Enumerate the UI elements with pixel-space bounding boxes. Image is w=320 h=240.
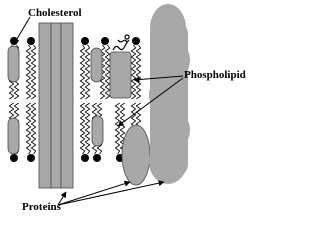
phosphate-head [101,37,109,45]
peripheral-protein [122,125,150,185]
cholesterol-oval-top-right [91,48,102,82]
phosphate-head [27,154,35,162]
fatty-acid-tail [136,45,140,99]
protein-column-1 [39,23,51,188]
fatty-acid-tail [85,45,89,99]
phosphate-head [81,154,89,162]
label-cholesterol: Cholesterol [28,7,82,19]
phosphate-head [81,37,89,45]
glycoprotein [110,35,131,98]
cholesterol-oval-bottom-left [8,118,19,154]
fatty-acid-tail [85,103,89,154]
fatty-acid-tail [26,45,30,99]
fatty-acid-tail [31,103,35,154]
fatty-acid-tail [80,45,84,99]
fatty-acid-tail [80,103,84,154]
protein-column-2 [51,23,61,188]
phosphate-head [10,154,18,162]
cholesterol-oval-top-left [8,46,19,82]
phospholipid-upper-3 [80,37,89,99]
fatty-acid-tail [131,45,135,99]
label-proteins: Proteins [22,201,61,213]
helix-squiggle-icon [113,35,129,50]
arrow-proteins-3 [58,182,164,205]
phospholipid-lower-2 [26,103,35,162]
phospholipid-upper-2 [26,37,35,99]
glycoprotein-body [110,52,131,98]
label-phospholipid: Phospholipid [184,69,246,81]
cholesterol-oval-bottom-right [92,116,103,146]
transmembrane-protein [39,23,73,188]
phosphate-head [132,37,140,45]
phosphate-head [93,154,101,162]
fatty-acid-tail [31,45,35,99]
fatty-acid-tail [115,103,119,154]
phospholipid-upper-5 [131,37,140,99]
phosphate-head [27,37,35,45]
fatty-acid-tail [105,45,109,99]
fatty-acid-tail [26,103,30,154]
protein-column-3 [61,23,73,188]
large-protein-column [149,4,190,184]
phospholipid-lower-3 [80,103,89,162]
